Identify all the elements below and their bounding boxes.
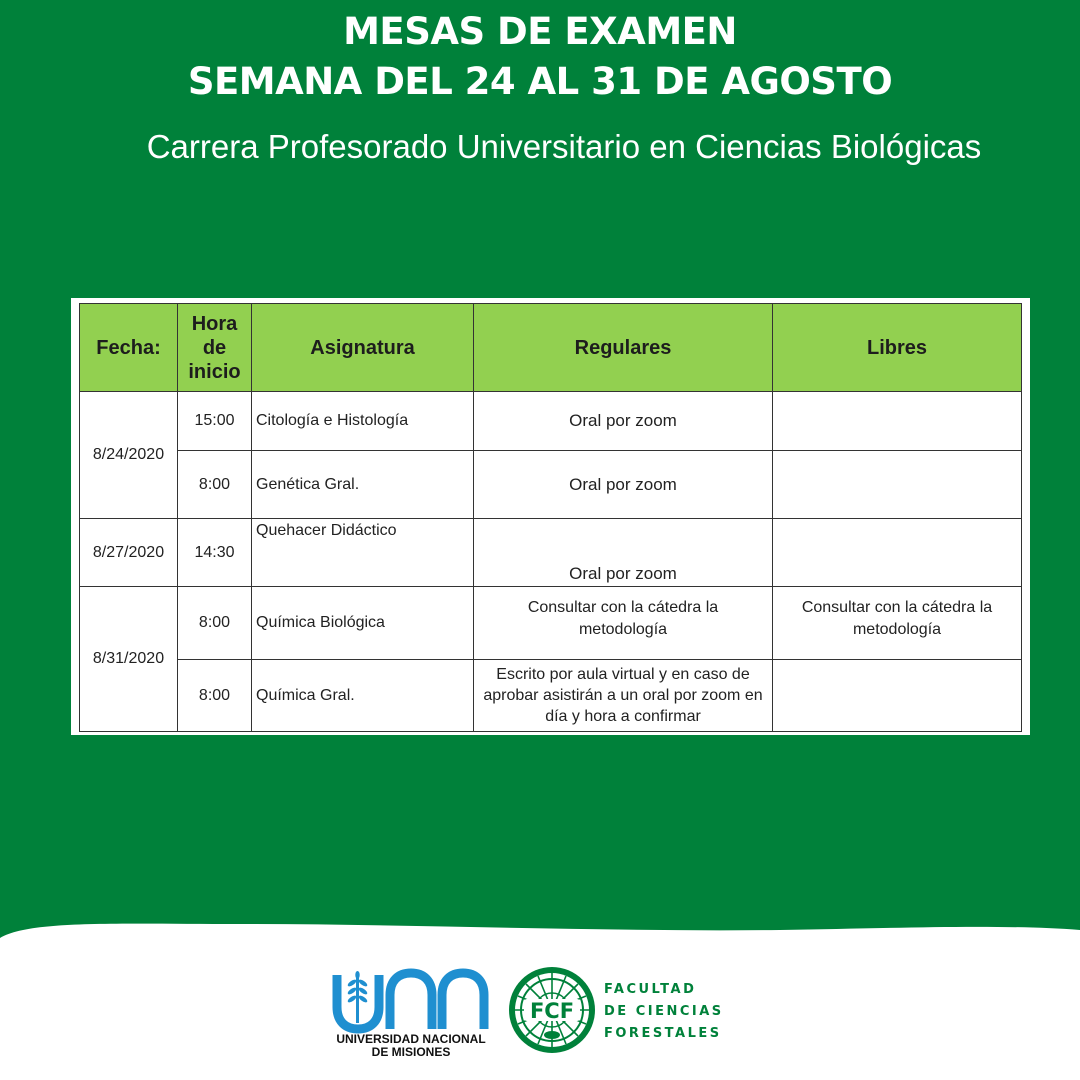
cell-asignatura: Quehacer Didáctico — [252, 519, 474, 587]
cell-regulares — [474, 660, 773, 732]
title-line-2: SEMANA DEL 24 AL 31 DE AGOSTO — [187, 60, 893, 103]
libres-line: metodología — [852, 621, 942, 638]
cell-fecha: 8/27/2020 — [80, 519, 178, 587]
header-hora-line3: inicio — [188, 360, 241, 383]
cell-libres — [773, 451, 1022, 519]
cell-asignatura: Química Gral. — [252, 660, 474, 732]
title-line-1: MESAS DE EXAMEN — [343, 10, 737, 53]
cell-fecha: 8/31/2020 — [80, 587, 178, 732]
cell-hora: 14:30 — [178, 519, 252, 587]
cell-hora: 8:00 — [178, 660, 252, 732]
regulares-line: Consultar con la cátedra la — [527, 599, 719, 616]
unam-name — [328, 1033, 494, 1059]
header-hora — [178, 304, 252, 392]
cell-libres — [773, 519, 1022, 587]
cell-hora: 15:00 — [178, 392, 252, 451]
cell-fecha: 8/24/2020 — [80, 392, 178, 519]
table-row — [80, 392, 1022, 451]
unam-name-line1: UNIVERSIDAD NACIONAL — [336, 1032, 486, 1046]
fcf-name-line3: FORESTALES — [604, 1026, 722, 1041]
header-hora-line1: Hora — [191, 312, 238, 335]
fcf-name — [604, 979, 724, 1045]
header-hora-line2: de — [202, 336, 227, 359]
subtitle: Carrera Profesorado Universitario en Ciencias Biológicas — [146, 128, 982, 165]
cell-asignatura: Química Biológica — [252, 587, 474, 660]
table-row — [80, 451, 1022, 519]
footer-logos — [0, 955, 1080, 1080]
regulares-line: Escrito por aula virtual y en caso de — [496, 666, 750, 683]
cell-libres — [773, 587, 1022, 660]
header-asignatura: Asignatura — [252, 304, 474, 392]
cell-regulares — [474, 587, 773, 660]
regulares-line: día y hora a confirmar — [545, 708, 701, 725]
table-header-row — [80, 304, 1022, 392]
unam-name-line2: DE MISIONES — [371, 1045, 451, 1059]
cell-asignatura: Citología e Histología — [252, 392, 474, 451]
regulares-line: aprobar asistirán a un oral por zoom en — [483, 687, 763, 704]
header-fecha: Fecha: — [80, 304, 178, 392]
cell-libres — [773, 660, 1022, 732]
cell-regulares: Oral por zoom — [474, 392, 773, 451]
fcf-seal-text: FCF — [529, 999, 575, 1023]
fcf-name-line2: DE CIENCIAS — [604, 1004, 724, 1019]
exam-table-panel — [71, 298, 1030, 735]
cell-asignatura: Genética Gral. — [252, 451, 474, 519]
table-row — [80, 519, 1022, 587]
cell-libres — [773, 392, 1022, 451]
cell-regulares: Oral por zoom — [474, 451, 773, 519]
header-libres: Libres — [773, 304, 1022, 392]
libres-line: Consultar con la cátedra la — [801, 599, 993, 616]
cell-hora: 8:00 — [178, 451, 252, 519]
fcf-seal-icon — [507, 965, 597, 1055]
cell-hora: 8:00 — [178, 587, 252, 660]
table-row — [80, 587, 1022, 660]
cell-regulares: Oral por zoom — [474, 519, 773, 587]
regulares-line: metodología — [578, 621, 668, 638]
fcf-name-line1: FACULTAD — [604, 982, 697, 997]
table-row — [80, 660, 1022, 732]
header-regulares: Regulares — [474, 304, 773, 392]
exam-table — [79, 303, 1022, 732]
